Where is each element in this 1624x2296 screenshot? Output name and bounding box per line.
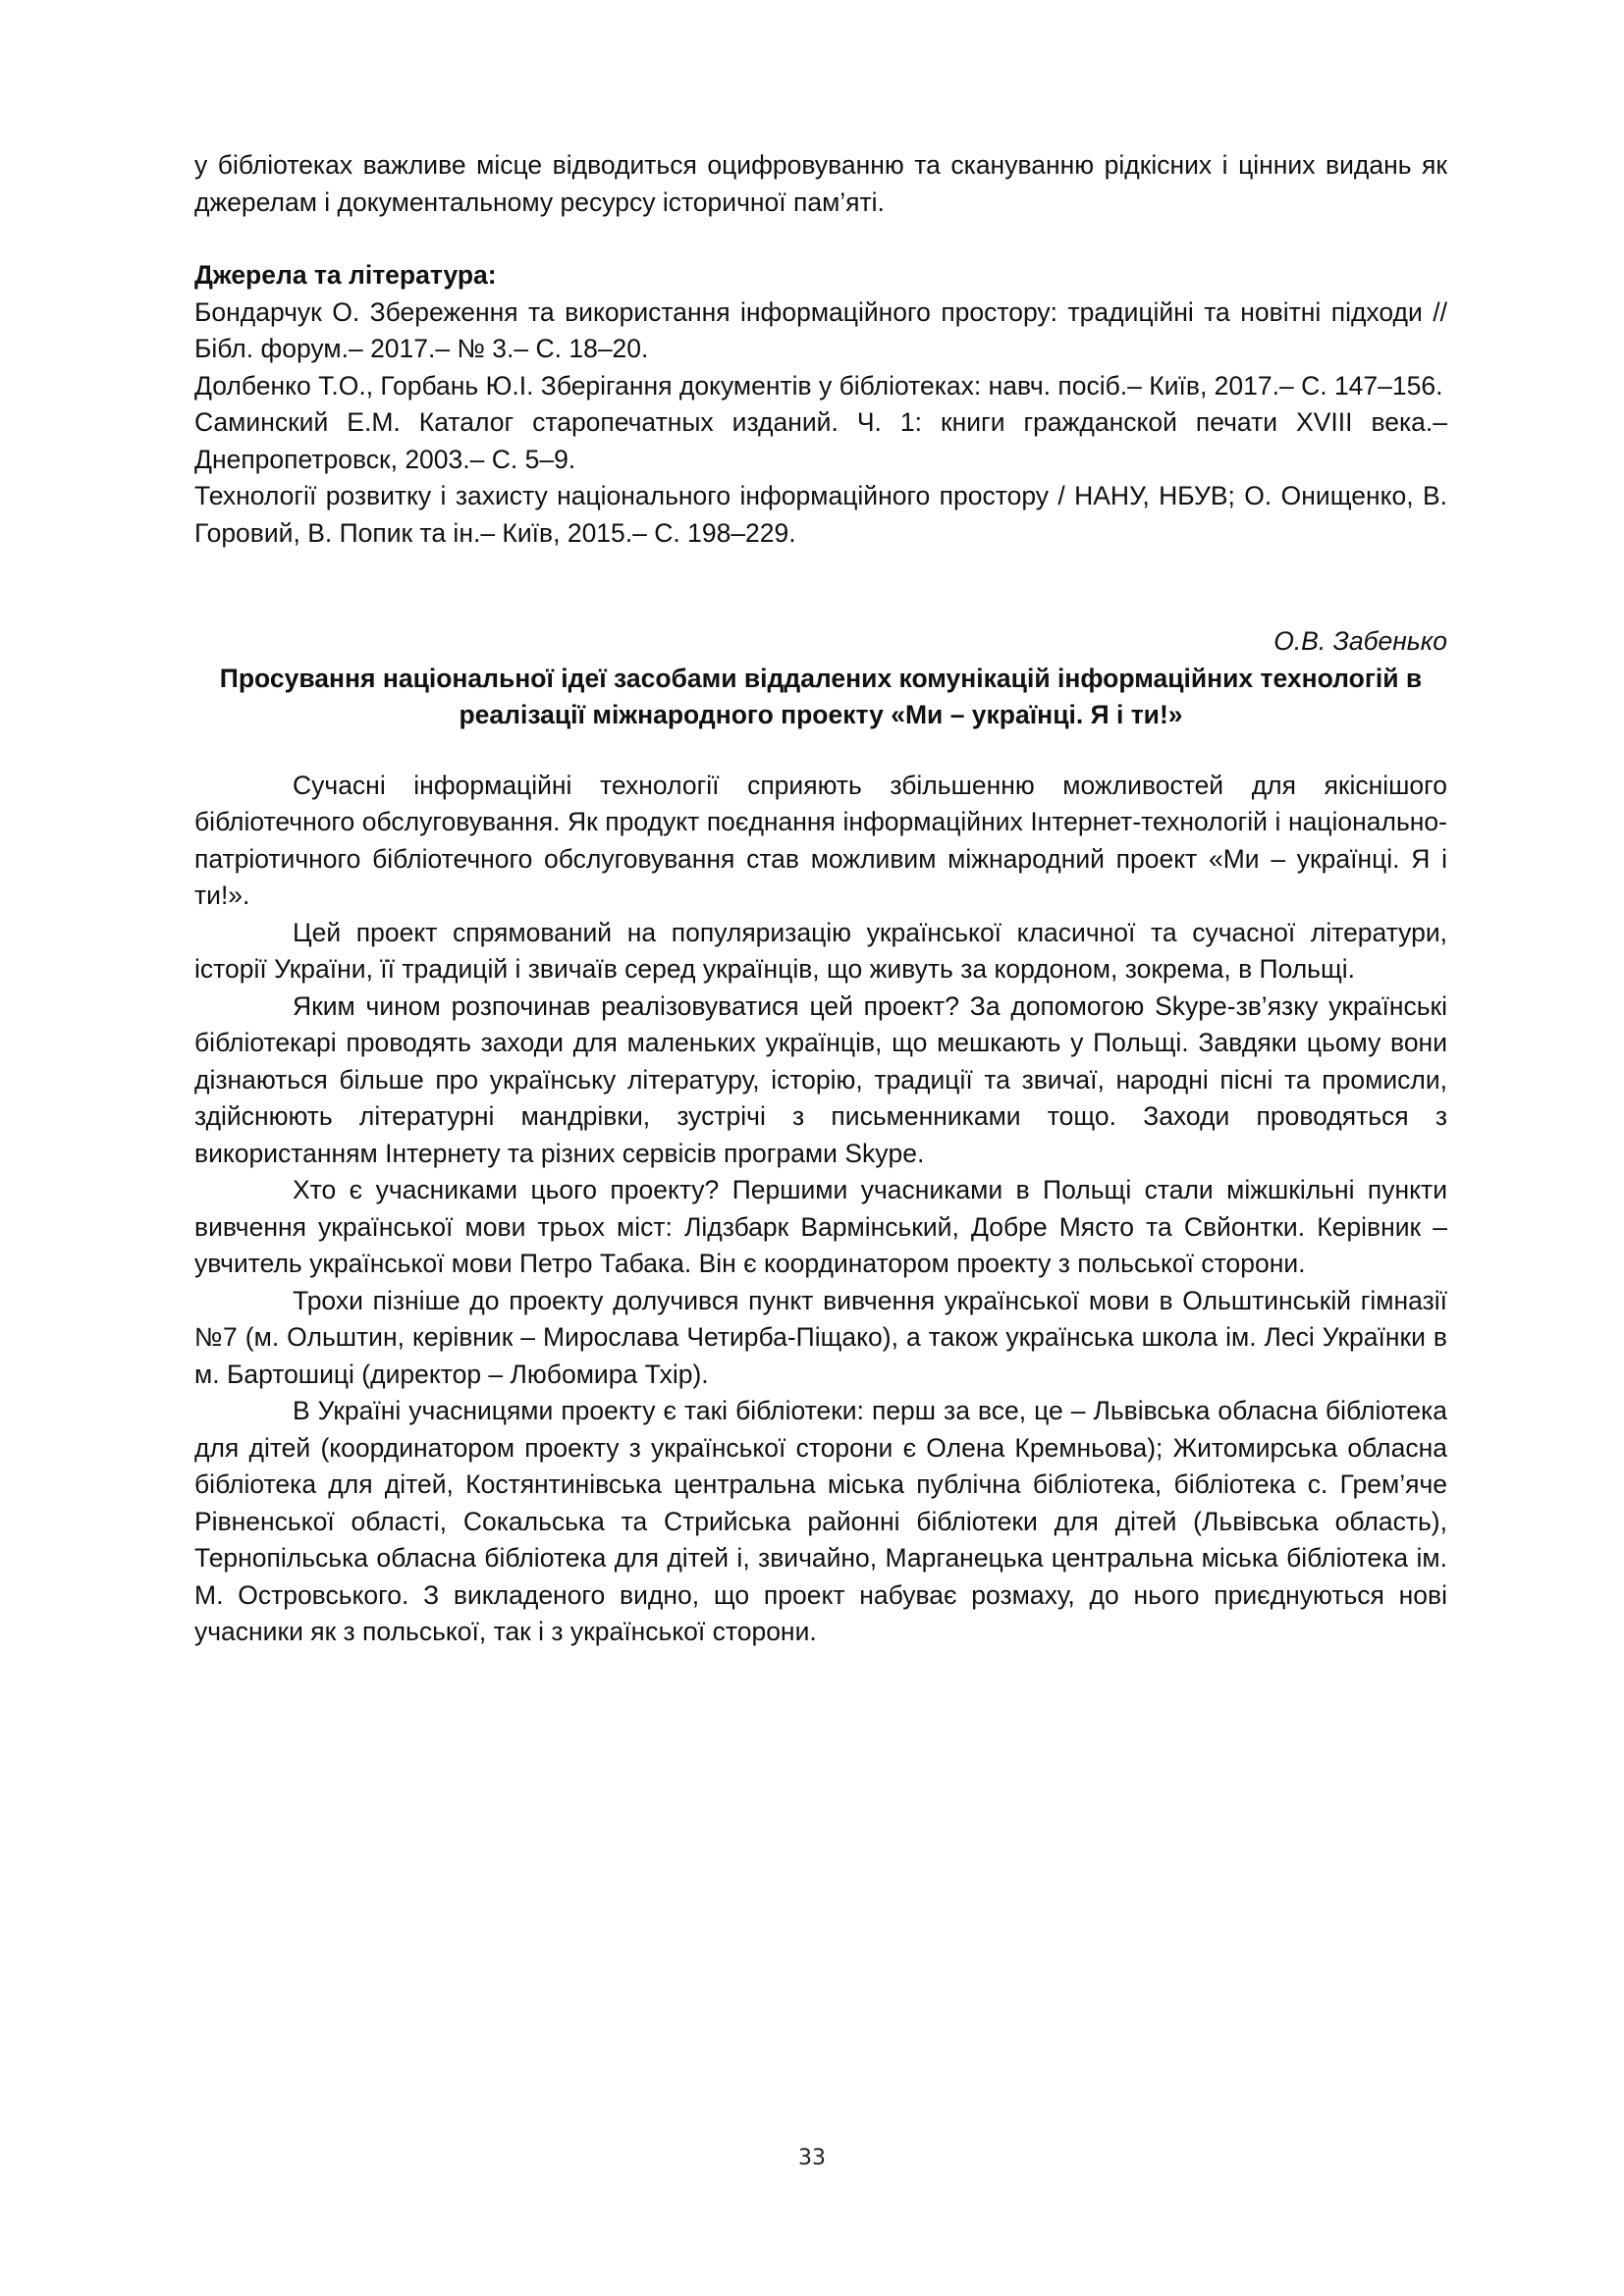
- article-paragraph: Цей проект спрямований на популяризацію української класичної та сучасної літератури, історії України, її традицій і звичаїв серед українців, що живуть за кордоном, зокрема, в Польщі.: [194, 917, 1447, 984]
- references-heading: Джерела та література:: [194, 260, 497, 290]
- article-title: Просування національної ідеї засобами віддалених комунікацій інформаційних технологій в реалізації міжнародного проекту «Ми – українці. Я і ти!»: [219, 663, 1423, 729]
- reference-item: Саминский Е.М. Каталог старопечатных изданий. Ч. 1: книги гражданской печати XVIII века.– Днепропетровск, 2003.– С. 5–9.: [194, 407, 1447, 474]
- article-author: О.В. Забенько: [1273, 626, 1447, 656]
- intro-paragraph: у бібліотеках важливе місце відводиться оцифровуванню та скануванню рідкісних і цінних видань як джерелам і документальному ресурсу історичної пам’яті.: [194, 150, 1447, 217]
- reference-item: Долбенко Т.О., Горбань Ю.І. Зберігання документів у бібліотеках: навч. посіб.– Київ, 2017.– С. 147–156.: [194, 370, 1443, 400]
- references-section: [194, 257, 1447, 552]
- reference-item: Технології розвитку і захисту національного інформаційного простору / НАНУ, НБУВ; О. Онищенко, В. Горовий, В. Попик та ін.– Київ, 2015.– С. 198–229.: [194, 481, 1447, 548]
- document-page: [194, 147, 1447, 1651]
- reference-item: Бондарчук О. Збереження та використання інформаційного простору: традиційні та новітні підходи // Бібл. форум.– 2017.– № 3.– С. 18–20.: [194, 296, 1447, 363]
- article-paragraph: Трохи пізніше до проекту долучився пункт вивчення української мови в Ольштинській гімназії №7 (м. Ольштин, керівник – Мирослава Четирба-Піщако), а також українська школа ім. Лесі Українки в м. Бартошиці (директор – Любомира Тхір).: [194, 1285, 1447, 1389]
- article-paragraph: В Україні учасницями проекту є такі бібліотеки: перш за все, це – Львівська обласна бібліотека для дітей (координатором проекту з української сторони є Олена Кремньова); Житомирська обласна бібліотека для дітей, Костянтинівська центральна міська публічна бібліотека, бібліотека с. Грем’яче Рівненської області, Сокальська та Стрийська районні бібліотеки для дітей (Львівська область), Тернопільська обласна бібліотека для дітей і, звичайно, Марганецька центральна міська бібліотека ім. М. Островського. З викладеного видно, що проект набуває розмаху, до нього приєднуються нові учасники як з польської, так і з української сторони.: [194, 1396, 1447, 1646]
- article-paragraph: Хто є учасниками цього проекту? Першими учасниками в Польщі стали міжшкільні пункти вивчення української мови трьох міст: Лідзбарк Вармінський, Добре Място та Свйонтки. Керівник – увчитель української мови Петро Табака. Він є координатором проекту з польської сторони.: [194, 1175, 1447, 1278]
- article-paragraph: Сучасні інформаційні технології сприяють збільшенню можливостей для якіснішого бібліотечного обслуговування. Як продукт поєднання інформаційних Інтернет-технологій і національно-патріотичного бібліотечного обслуговування став можливим міжнародний проект «Ми – українці. Я і ти!».: [194, 770, 1447, 910]
- article-paragraph: Яким чином розпочинав реалізовуватися цей проект? За допомогою Skype-зв’язку українські бібліотекарі проводять заходи для маленьких українців, що мешкають у Польщі. Завдяки цьому вони дізнаються більше про українську літературу, історію, традиції та звичаї, народні пісні та промисли, здійснюють літературні мандрівки, зустрічі з письменниками тощо. Заходи проводяться з використанням Інтернету та різних сервісів програми Skype.: [194, 990, 1447, 1168]
- page-number: 33: [798, 2146, 826, 2170]
- article-section: [194, 623, 1447, 1651]
